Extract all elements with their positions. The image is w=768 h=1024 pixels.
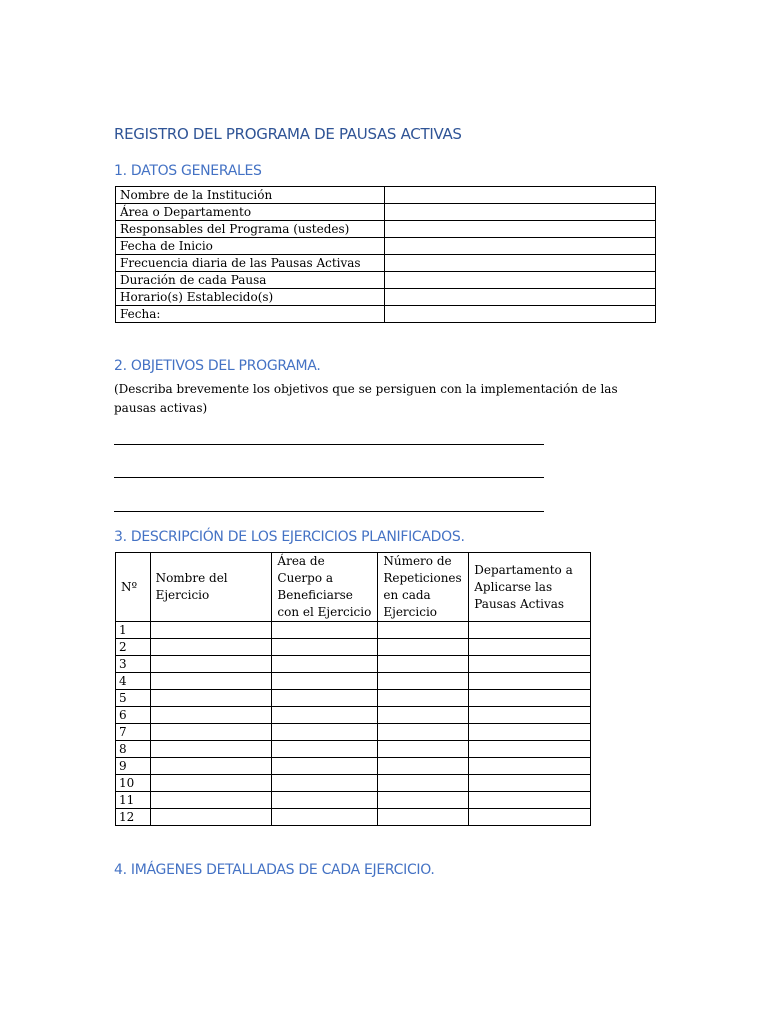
table-cell[interactable] [378,639,469,656]
table-row [116,622,591,639]
page-title: REGISTRO DEL PROGRAMA DE PAUSAS ACTIVAS [114,125,462,143]
table-cell[interactable] [469,690,591,707]
field-label: Fecha de Inicio [116,238,385,255]
table-cell[interactable] [272,639,378,656]
table-row [116,187,656,204]
table-cell[interactable] [272,622,378,639]
column-header-repetitions: Número de Repeticiones en cada Ejercicio [378,553,469,622]
field-label: Área o Departamento [116,204,385,221]
row-number: 10 [116,775,151,792]
table-row [116,289,656,306]
row-number: 4 [116,673,151,690]
field-label: Horario(s) Establecido(s) [116,289,385,306]
table-cell[interactable] [469,724,591,741]
table-cell[interactable] [378,656,469,673]
field-value[interactable] [385,306,656,323]
column-header-number: Nº [116,553,151,622]
table-cell[interactable] [469,622,591,639]
table-row [116,221,656,238]
table-cell[interactable] [469,792,591,809]
table-cell[interactable] [272,724,378,741]
table-cell[interactable] [150,809,272,826]
table-cell[interactable] [150,639,272,656]
table-cell[interactable] [150,792,272,809]
field-value[interactable] [385,272,656,289]
field-value[interactable] [385,204,656,221]
table-cell[interactable] [150,690,272,707]
table-row [116,741,591,758]
answer-line[interactable] [114,477,544,478]
column-header-body-area: Área de Cuerpo a Beneficiarse con el Ejercicio [272,553,378,622]
table-row [116,673,591,690]
field-value[interactable] [385,221,656,238]
table-cell[interactable] [378,673,469,690]
column-header-exercise-name: Nombre del Ejercicio [150,553,272,622]
table-row [116,204,656,221]
table-cell[interactable] [469,741,591,758]
table-cell[interactable] [378,724,469,741]
field-value[interactable] [385,187,656,204]
table-cell[interactable] [150,741,272,758]
table-cell[interactable] [378,690,469,707]
answer-line[interactable] [114,511,544,512]
row-number: 7 [116,724,151,741]
table-cell[interactable] [378,758,469,775]
table-cell[interactable] [272,690,378,707]
row-number: 2 [116,639,151,656]
table-row [116,639,591,656]
table-row [116,707,591,724]
table-row [116,690,591,707]
table-cell[interactable] [378,707,469,724]
table-cell[interactable] [469,775,591,792]
column-header-department: Departamento a Aplicarse las Pausas Activas [469,553,591,622]
table-row [116,724,591,741]
field-value[interactable] [385,238,656,255]
section-heading-imagenes: 4. IMÁGENES DETALLADAS DE CADA EJERCICIO. [114,862,435,878]
table-cell[interactable] [272,656,378,673]
table-cell[interactable] [150,724,272,741]
section-heading-objetivos: 2. OBJETIVOS DEL PROGRAMA. [114,358,321,374]
table-row [116,255,656,272]
table-cell[interactable] [469,758,591,775]
table-cell[interactable] [150,707,272,724]
row-number: 3 [116,656,151,673]
exercises-table [115,552,591,826]
table-cell[interactable] [150,673,272,690]
field-value[interactable] [385,289,656,306]
row-number: 12 [116,809,151,826]
table-cell[interactable] [469,639,591,656]
table-cell[interactable] [469,656,591,673]
table-row [116,775,591,792]
row-number: 6 [116,707,151,724]
field-label: Duración de cada Pausa [116,272,385,289]
row-number: 5 [116,690,151,707]
field-label: Responsables del Programa (ustedes) [116,221,385,238]
table-row [116,306,656,323]
field-label: Fecha: [116,306,385,323]
table-cell[interactable] [272,792,378,809]
table-row [116,792,591,809]
table-cell[interactable] [469,673,591,690]
field-label: Frecuencia diaria de las Pausas Activas [116,255,385,272]
table-cell[interactable] [378,622,469,639]
field-label: Nombre de la Institución [116,187,385,204]
row-number: 9 [116,758,151,775]
table-cell[interactable] [150,775,272,792]
table-cell[interactable] [272,707,378,724]
table-cell[interactable] [378,792,469,809]
table-cell[interactable] [150,758,272,775]
table-cell[interactable] [272,741,378,758]
objectives-description: (Describa brevemente los objetivos que se persiguen con la implementación de las pausas activas) [114,382,618,415]
table-row [116,809,591,826]
table-row [116,238,656,255]
table-cell[interactable] [469,809,591,826]
row-number: 1 [116,622,151,639]
table-cell[interactable] [272,758,378,775]
general-data-table [115,186,656,323]
table-row [116,272,656,289]
table-cell[interactable] [150,656,272,673]
table-row [116,758,591,775]
row-number: 8 [116,741,151,758]
table-cell[interactable] [469,707,591,724]
table-row [116,656,591,673]
table-cell[interactable] [150,622,272,639]
row-number: 11 [116,792,151,809]
table-cell[interactable] [272,775,378,792]
table-cell[interactable] [378,741,469,758]
section-heading-datos-generales: 1. DATOS GENERALES [114,163,262,179]
table-cell[interactable] [272,809,378,826]
section-heading-ejercicios: 3. DESCRIPCIÓN DE LOS EJERCICIOS PLANIFICADOS. [114,529,465,545]
table-header-row [116,553,591,622]
field-value[interactable] [385,255,656,272]
table-cell[interactable] [378,775,469,792]
table-cell[interactable] [378,809,469,826]
answer-line[interactable] [114,444,544,445]
table-cell[interactable] [272,673,378,690]
